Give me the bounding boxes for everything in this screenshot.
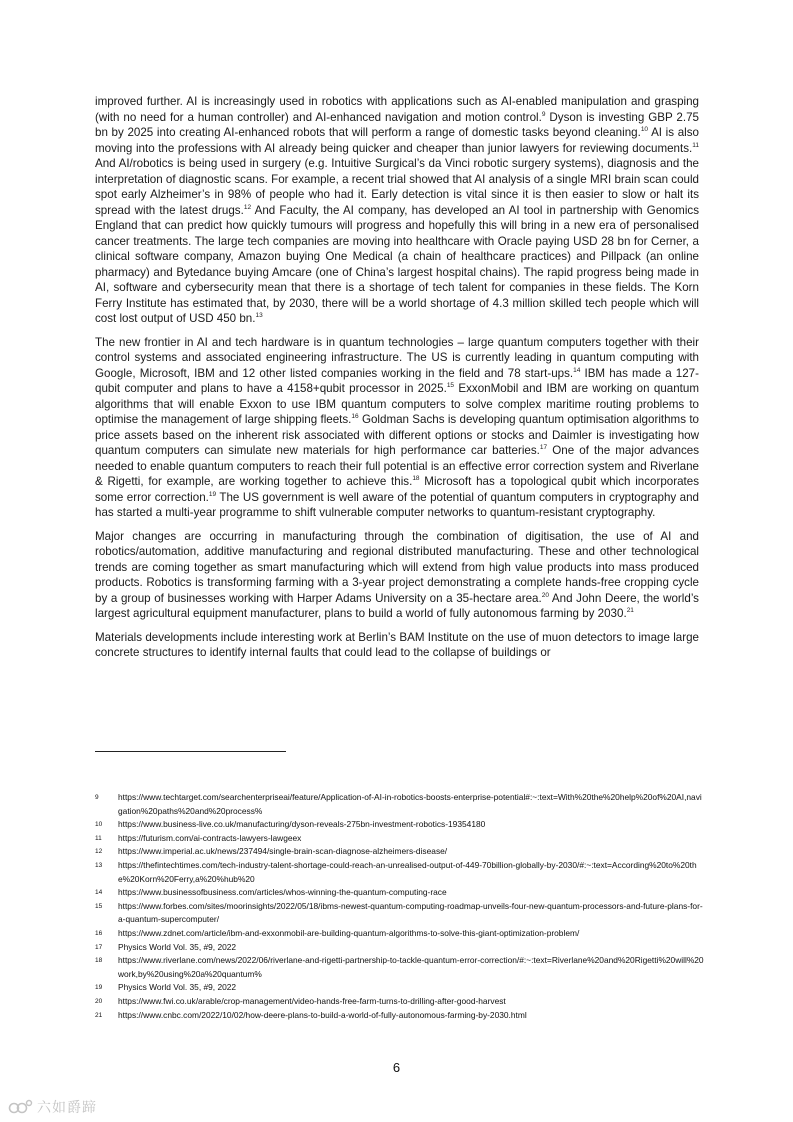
footnote-text: https://futurism.com/ai-contracts-lawyers-lawgeex <box>118 832 302 843</box>
text-run: ExxonMobil and IBM are working on quantum algorithms that will enable Exxon to use IBM quantum computers to solve complex maritime routing problems to optimise the management of large shipping fleets. <box>95 382 700 426</box>
page-number: 6 <box>392 1060 401 1075</box>
footnote-item <box>95 941 705 955</box>
text-run: Microsoft has a topological qubit which incorporates some error correction. <box>95 475 699 504</box>
footnotes <box>95 791 705 1022</box>
footnote-text: https://www.businessofbusiness.com/articles/whos-winning-the-quantum-computing-race <box>118 887 447 898</box>
text-run: Materials developments include interesting work at Berlin’s BAM Institute on the use of muon detectors to image large concrete structures to identify internal faults that could lead to the collapse of buildings or <box>95 630 699 659</box>
footnote-ref: 9 <box>541 110 546 118</box>
footnote-number: 16 <box>95 929 103 937</box>
footnote-text: https://www.riverlane.com/news/2022/06/riverlane-and-rigetti-partnership-to-tackle-quantum-error-correction/#:~:text=Riverlane%20and%20Rigetti%20will%20work,by%20using%20a%20quantum% <box>118 955 704 979</box>
paragraph <box>95 335 699 521</box>
footnote-number: 14 <box>95 889 103 897</box>
footnote-ref: 14 <box>573 366 581 374</box>
text-run: The US government is well aware of the potential of quantum computers in cryptography and has started a multi-year programme to shift vulnerable computer networks to quantum-resistant cryptography. <box>95 490 699 519</box>
text-run: The new frontier in AI and tech hardware is in quantum technologies – large quantum computers together with their control systems and associated engineering infrastructure. The US is currently leading in quantum computing with Google, Microsoft, IBM and 12 other listed companies working in the field and 78 start-ups. <box>95 335 699 380</box>
footnote-number: 19 <box>95 984 103 992</box>
footnote-ref: 15 <box>446 382 455 390</box>
text-run: AI is also moving into the professions with AI already being quicker and cheaper than junior lawyers for reviewing documents. <box>95 126 699 155</box>
text-run: IBM has made a 127-qubit computer and plans to have a 4158+qubit processor in 2025. <box>95 366 699 395</box>
footnote-ref: 17 <box>539 444 548 452</box>
text-run: Major changes are occurring in manufacturing through the combination of digitisation, the use of AI and robotics/automation, additive manufacturing and regional distributed manufacturing. These and other technological trends are coming together as smart manufacturing which will extend from high value products into mass produced products. Robotics is transforming farming with a 3-year project demonstrating a complete hands-free cropping cycle by a group of businesses working with Harper Adams University on a 35-hectare area. <box>95 529 699 605</box>
footnote-item <box>95 859 705 886</box>
footnote-ref: 11 <box>692 141 699 149</box>
body-text <box>95 94 699 669</box>
footnote-ref: 13 <box>255 312 263 320</box>
footnote-item <box>95 845 705 859</box>
footnote-text: https://www.imperial.ac.uk/news/237494/single-brain-scan-diagnose-alzheimers-disease/ <box>118 846 448 857</box>
text-run: And AI/robotics is being used in surgery (e.g. Intuitive Surgical’s da Vinci robotic surgery systems), diagnosis and the interpretation of diagnostic scans. For example, a recent trial showed that AI analysis of a single MRI brain scan could spot early Alzheimer’s in 98% of people who had it. Early detection is vital since it is then easier to slow or halt its spread with the latest drugs. <box>95 157 699 217</box>
footnote-ref: 18 <box>412 475 420 483</box>
watermark-text: 六如爵蹄 <box>37 1100 97 1116</box>
paragraph <box>95 529 699 622</box>
paragraph <box>95 630 699 661</box>
footnote-text: https://www.techtarget.com/searchenterpriseai/feature/Application-of-AI-in-robotics-boosts-enterprise-potential#:~:text=With%20the%20help%20of%20AI,navigation%20paths%20and%20process% <box>118 792 702 816</box>
footnote-text: https://www.cnbc.com/2022/10/02/how-deere-plans-to-build-a-world-of-fully-autonomous-farming-by-2030.html <box>118 1009 527 1020</box>
footnote-text: https://www.fwi.co.uk/arable/crop-management/video-hands-free-farm-turns-to-drilling-after-good-harvest <box>118 995 506 1006</box>
footnote-text: https://www.forbes.com/sites/moorinsights/2022/05/18/ibms-newest-quantum-computing-roadmap-unveils-four-new-quantum-processors-and-future-plans-for-a-quantum-supercomputer/ <box>118 900 703 925</box>
text-run: One of the major advances needed to enable quantum computers to reach their full potential is an effective error correction system and Riverlane & Rigetti, for example, are working together to achieve this. <box>95 444 699 488</box>
footnote-ref: 16 <box>351 413 359 421</box>
text-run: And Faculty, the AI company, has developed an AI tool in partnership with Genomics England that can predict how quickly tumours will progress and hopefully this will bring in a new era of personalised cancer treatments. The large tech companies are moving into healthcare with Oracle paying USD 28 bn for Cerner, a clinical software company, Amazon buying One Medical (a chain of healthcare practices) and Pillpack (an online pharmacy) and Bytedance buying Amcare (one of China’s largest hospital chains). The rapid progress being made in AI, software and cybersecurity mean that there is a shortage of tech talent for companies in these fields. The Korn Ferry Institute has estimated that, by 2030, there will be a world shortage of 4.3 million skilled tech people which will cost lost output of USD 450 bn. <box>95 203 699 325</box>
footnote-number: 13 <box>95 861 103 869</box>
footnote-item <box>95 954 705 981</box>
footnote-text: https://www.business-live.co.uk/manufacturing/dyson-reveals-275bn-investment-robotics-19354180 <box>118 819 486 830</box>
footnote-number: 11 <box>95 834 102 842</box>
text-run: Goldman Sachs is developing quantum optimisation algorithms to price assets based on the inherent risk associated with different options or stocks and Daimler is investigating how quantum computers can simulate new materials for high performance car batteries. <box>95 413 699 457</box>
footnote-item <box>95 1009 705 1023</box>
footnote-ref: 12 <box>243 203 252 211</box>
footnote-ref: 10 <box>640 126 649 134</box>
footnote-text: https://thefintechtimes.com/tech-industry-talent-shortage-could-reach-an-unrealised-output-of-449-70billion-globally-by-2030/#:~:text=According%20to%20the%20Korn%20Ferry,a%20%hub%20 <box>118 859 697 884</box>
footnote-ref: 21 <box>626 607 634 615</box>
footnote-number: 20 <box>95 997 103 1005</box>
footnote-separator <box>95 751 286 752</box>
footnote-number: 18 <box>95 957 103 965</box>
footnote-ref: 19 <box>208 490 217 498</box>
footnote-number: 12 <box>95 848 103 856</box>
footnote-item <box>95 995 705 1009</box>
footnote-item <box>95 886 705 900</box>
footnote-item <box>95 818 705 832</box>
text-run: Dyson is investing GBP 2.75 bn by 2025 into creating AI-enhanced robots that will perform a range of domestic tasks beyond cleaning. <box>95 110 700 139</box>
footnote-number: 17 <box>95 943 103 951</box>
footnote-text: https://www.zdnet.com/article/ibm-and-exxonmobil-are-building-quantum-algorithms-to-solve-this-giant-optimization-problem/ <box>118 927 580 938</box>
footnote-text: Physics World Vol. 35, #9, 2022 <box>118 982 237 993</box>
footnote-item <box>95 832 705 846</box>
infinity-ring-logo-icon <box>8 1099 34 1115</box>
footnote-item <box>95 791 705 818</box>
footnote-number: 15 <box>95 902 103 910</box>
text-run: And John Deere, the world’s largest agricultural equipment manufacturer, plans to build a world of fully autonomous farming by 2030. <box>95 591 699 620</box>
footnote-text: Physics World Vol. 35, #9, 2022 <box>118 941 237 952</box>
footnote-ref: 20 <box>541 591 549 599</box>
paragraph <box>95 94 699 327</box>
footnote-number: 10 <box>95 821 103 829</box>
footnote-item <box>95 900 705 927</box>
footnote-number: 9 <box>95 794 99 801</box>
footnote-item <box>95 981 705 995</box>
footnote-number: 21 <box>95 1011 103 1019</box>
text-run: improved further. AI is increasingly used in robotics with applications such as AI-enabled manipulation and grasping (with no need for a human controller) and AI-enhanced navigation and motion control. <box>95 95 699 124</box>
footnote-item <box>95 927 705 941</box>
watermark <box>8 1096 97 1118</box>
